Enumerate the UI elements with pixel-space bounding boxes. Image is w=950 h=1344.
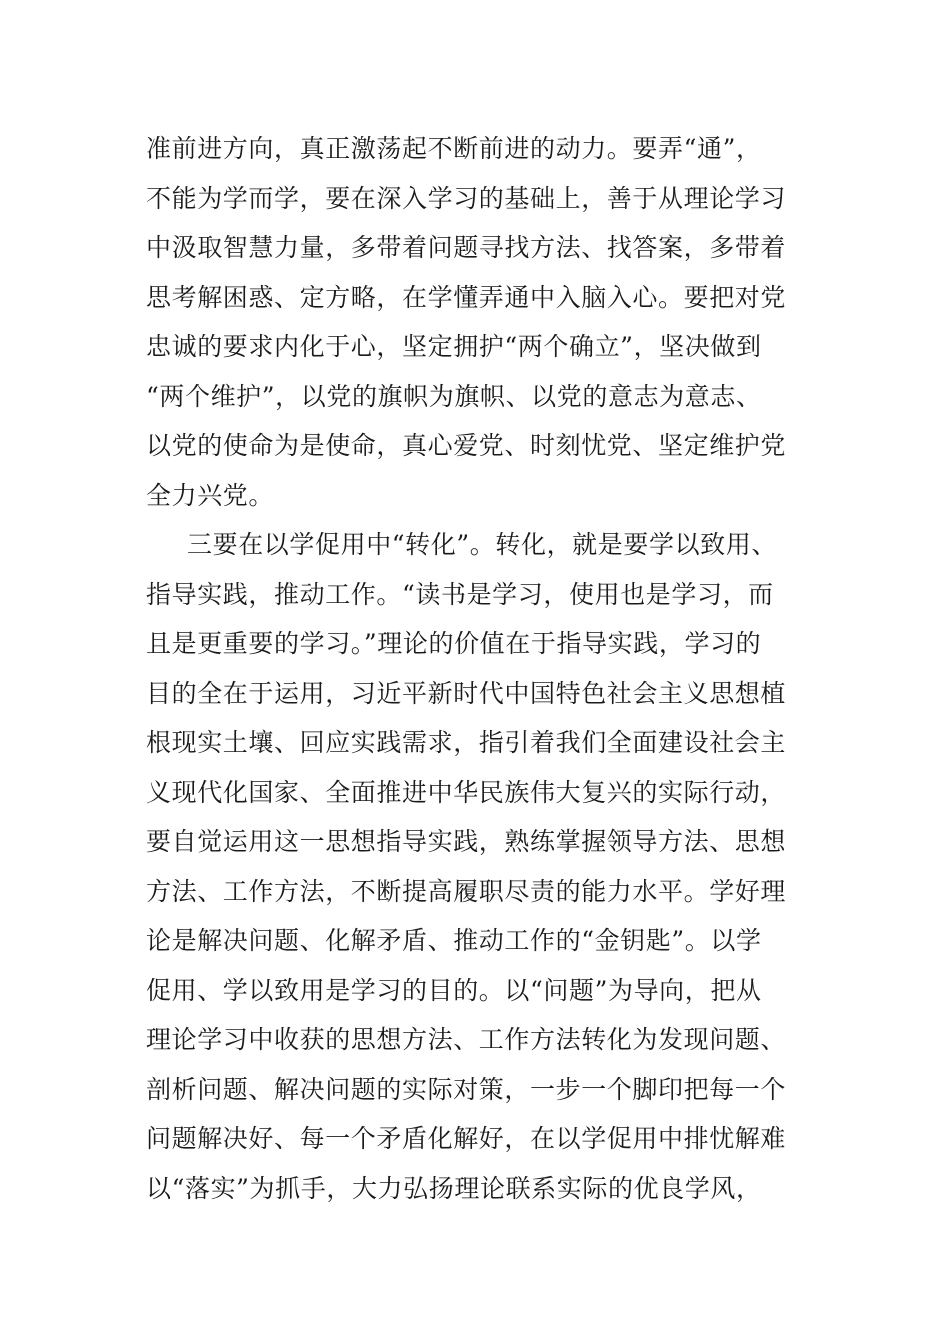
text-line: 理论学习中收获的思想方法、工作方法转化为发现问题、 <box>146 1025 787 1054</box>
text-line: 义现代化国家、全面推进中华民族伟大复兴的实际行动， <box>146 777 787 807</box>
text-line: 论是解决问题、化解矛盾、推动工作的“金钥匙”。以学 <box>146 926 762 955</box>
text-line: 以党的使命为是使命，真心爱党、时刻忧党、坚定维护党 <box>146 431 787 460</box>
document-body <box>146 124 811 1213</box>
paragraph-transform <box>146 520 811 1213</box>
text-line: 不能为学而学，要在深入学习的基础上，善于从理论学习 <box>146 183 787 213</box>
text-line: 根现实土壤、回应实践需求，指引着我们全面建设社会主 <box>146 728 787 757</box>
text-line: 且是更重要的学习。”理论的价值在于指导实践，学习的 <box>146 629 762 658</box>
text-line: “两个维护”，以党的旗帜为旗帜、以党的意志为意志、 <box>146 381 762 411</box>
text-line: 剖析问题、解决问题的实际对策，一步一个脚印把每一个 <box>146 1074 787 1104</box>
text-line-first: 三要在以学促用中“转化”。转化，就是要学以致用、 <box>187 530 777 559</box>
text-line: 全力兴党。 <box>146 480 275 510</box>
text-line: 忠诚的要求内化于心，坚定拥护“两个确立”，坚决做到 <box>146 332 762 361</box>
text-line: 以“落实”为抓手，大力弘扬理论联系实际的优良学风， <box>146 1173 762 1203</box>
paragraph-continuation <box>146 124 811 520</box>
text-line: 准前进方向，真正激荡起不断前进的动力。要弄“通”， <box>146 134 762 163</box>
text-line: 目的全在于运用，习近平新时代中国特色社会主义思想植 <box>146 678 787 708</box>
text-line: 指导实践，推动工作。“读书是学习，使用也是学习，而 <box>146 579 774 609</box>
text-line: 中汲取智慧力量，多带着问题寻找方法、找答案，多带着 <box>146 233 787 262</box>
text-line: 方法、工作方法，不断提高履职尽责的能力水平。学好理 <box>146 876 787 906</box>
text-line: 促用、学以致用是学习的目的。以“问题”为导向，把从 <box>146 975 762 1005</box>
text-line: 要自觉运用这一思想指导实践，熟练掌握领导方法、思想 <box>146 827 787 856</box>
text-line: 问题解决好、每一个矛盾化解好，在以学促用中排忧解难 <box>146 1124 787 1153</box>
text-line: 思考解困惑、定方略，在学懂弄通中入脑入心。要把对党 <box>146 282 787 312</box>
